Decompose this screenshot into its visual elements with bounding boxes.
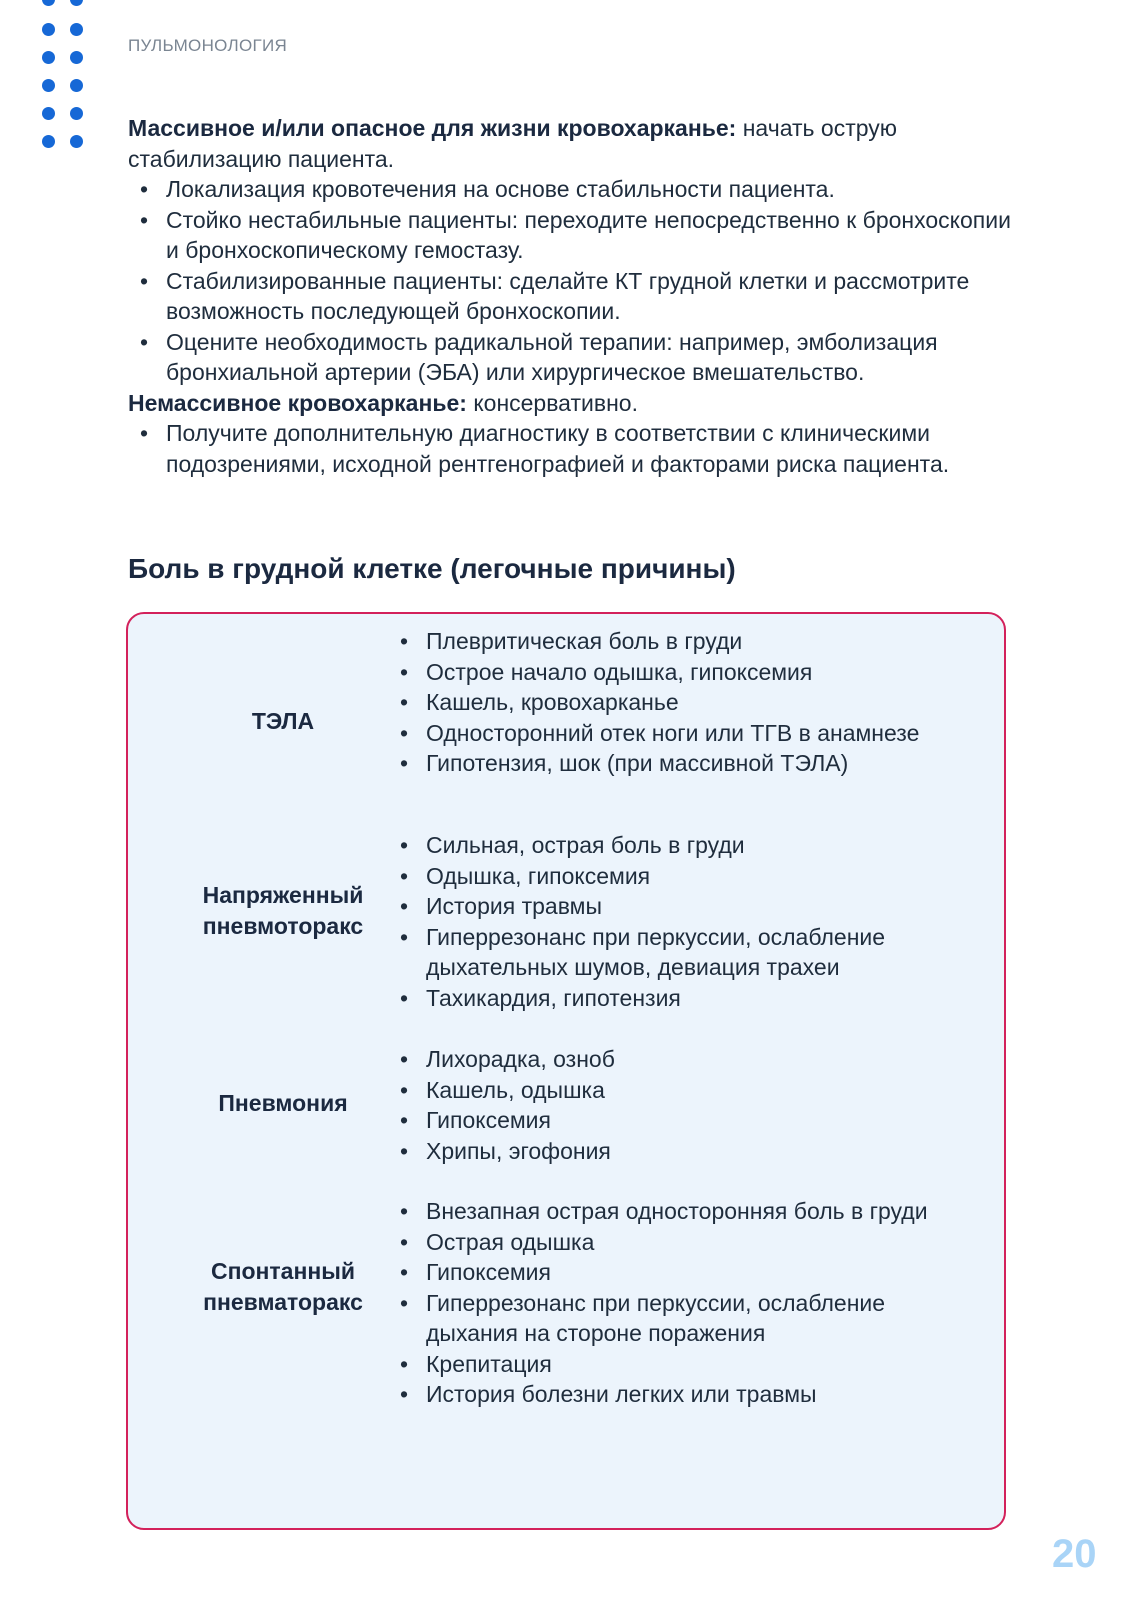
list-item: • Кашель, одышка bbox=[398, 1075, 958, 1106]
list-item: • Гиперрезонанс при перкуссии, ослабление дыхания на стороне поражения bbox=[398, 1288, 958, 1349]
nonmassive-lead: Немассивное кровохарканье: bbox=[128, 389, 467, 416]
intro-text bbox=[128, 113, 1028, 479]
table-row bbox=[128, 1196, 1004, 1446]
list-item: • Стабилизированные пациенты: сделайте КТ грудной клетки и рассмотрите возможность последующей бронхоскопии. bbox=[128, 266, 1028, 327]
list-item: • Плевритическая боль в груди bbox=[398, 626, 958, 657]
list-item: • Гипотензия, шок (при массивной ТЭЛА) bbox=[398, 748, 958, 779]
section-title: Боль в грудной клетке (легочные причины) bbox=[128, 553, 736, 584]
nonmassive-text: консервативно. bbox=[466, 389, 638, 416]
list-item: • История болезни легких или травмы bbox=[398, 1379, 958, 1410]
table-row bbox=[128, 626, 1004, 816]
row-name: ТЭЛА bbox=[251, 708, 315, 734]
list-item: • Оцените необходимость радикальной терапии: например, эмболизация бронхиальной артерии (ЭБА) или хирургическое вмешательство. bbox=[128, 327, 1028, 388]
decorative-dots bbox=[38, 0, 98, 150]
section-label: ПУЛЬМОНОЛОГИЯ bbox=[128, 36, 288, 55]
list-item: • Острое начало одышка, гипоксемия bbox=[398, 657, 958, 688]
list-item: • Внезапная острая односторонняя боль в груди bbox=[398, 1196, 958, 1227]
list-item: • Получите дополнительную диагностику в соответствии с клиническими подозрениями, исходной рентгенографией и факторами риска пациента. bbox=[128, 418, 1028, 479]
list-item: • Лихорадка, озноб bbox=[398, 1044, 958, 1075]
list-item: • Гипоксемия bbox=[398, 1257, 958, 1288]
row-symptoms bbox=[398, 1196, 958, 1410]
row-symptoms bbox=[398, 1044, 958, 1166]
list-item: • Одышка, гипоксемия bbox=[398, 861, 958, 892]
table-row bbox=[128, 830, 1004, 1020]
massive-lead: Массивное и/или опасное для жизни кровохарканье: bbox=[128, 115, 737, 141]
nonmassive-paragraph bbox=[128, 388, 1028, 419]
page-number: 20 bbox=[1052, 1532, 1097, 1576]
list-item: • Тахикардия, гипотензия bbox=[398, 983, 958, 1014]
list-item: • Сильная, острая боль в груди bbox=[398, 830, 958, 861]
massive-bullets bbox=[128, 174, 1028, 388]
row-name: Напряженный пневмоторакс bbox=[202, 882, 364, 939]
row-symptoms bbox=[398, 830, 958, 1013]
list-item: • Гиперрезонанс при перкуссии, ослабление дыхательных шумов, девиация трахеи bbox=[398, 922, 958, 983]
list-item: • Хрипы, эгофония bbox=[398, 1136, 958, 1167]
list-item: • История травмы bbox=[398, 891, 958, 922]
list-item: • Стойко нестабильные пациенты: переходите непосредственно к бронхоскопии и бронхоскопическому гемостазу. bbox=[128, 205, 1028, 266]
massive-paragraph bbox=[128, 113, 1028, 174]
chest-pain-table bbox=[126, 612, 1006, 1530]
list-item: • Гипоксемия bbox=[398, 1105, 958, 1136]
massive-text: начать острую стабилизацию пациента. bbox=[128, 115, 898, 172]
list-item: • Крепитация bbox=[398, 1349, 958, 1380]
row-name: Пневмония bbox=[218, 1090, 348, 1116]
list-item: • Кашель, кровохарканье bbox=[398, 687, 958, 718]
table-row bbox=[128, 1044, 1004, 1174]
row-name: Спонтанный пневматоракс bbox=[203, 1258, 363, 1315]
list-item: • Острая одышка bbox=[398, 1227, 958, 1258]
nonmassive-bullets bbox=[128, 418, 1028, 479]
list-item: • Односторонний отек ноги или ТГВ в анамнезе bbox=[398, 718, 958, 749]
row-symptoms bbox=[398, 626, 958, 779]
list-item: • Локализация кровотечения на основе стабильности пациента. bbox=[128, 174, 1028, 205]
